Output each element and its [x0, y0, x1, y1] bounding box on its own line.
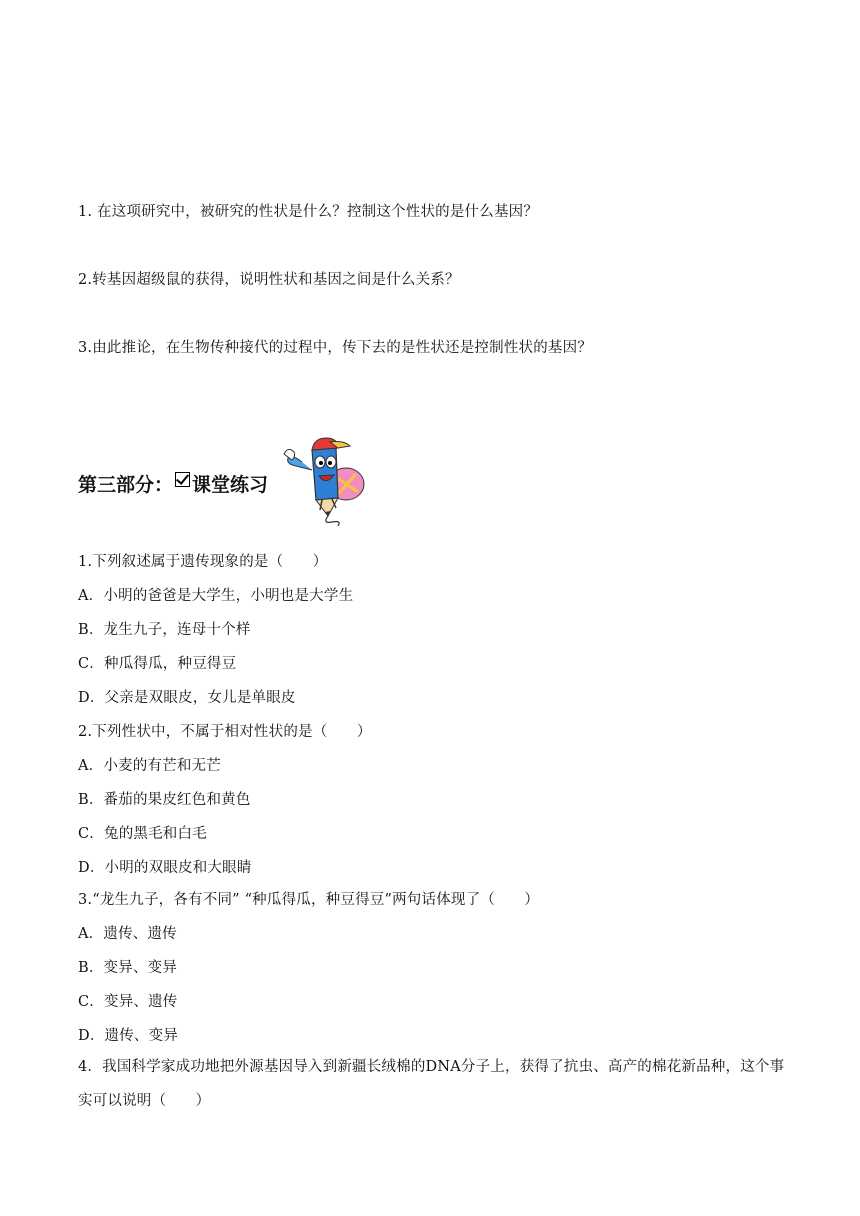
section-title-suffix: 课堂练习: [192, 474, 269, 496]
question-1-option-b: B．龙生九子，连母十个样: [78, 622, 251, 638]
discussion-question-1: 1. 在这项研究中，被研究的性状是什么？控制这个性状的是什么基因？: [78, 204, 539, 220]
question-2-option-c: C．兔的黑毛和白毛: [78, 826, 207, 842]
question-1-stem: 1.下列叙述属于遗传现象的是（ ）: [78, 554, 328, 570]
question-2-stem: 2.下列性状中，不属于相对性状的是（ ）: [78, 724, 372, 740]
question-3-option-a: A．遗传、遗传: [78, 926, 177, 942]
discussion-question-3: 3.由此推论，在生物传种接代的过程中，传下去的是性状还是控制性状的基因？: [78, 340, 593, 356]
discussion-question-2: 2.转基因超级鼠的获得，说明性状和基因之间是什么关系？: [78, 272, 460, 288]
question-3-stem: 3.“龙生九子，各有不同” “种瓜得瓜，种豆得豆”两句话体现了（ ）: [78, 892, 540, 908]
question-1-option-d: D．父亲是双眼皮，女儿是单眼皮: [78, 690, 296, 706]
question-1-option-a: A．小明的爸爸是大学生，小明也是大学生: [78, 588, 354, 604]
section-title: [78, 470, 268, 497]
question-3-option-c: C．变异、遗传: [78, 994, 178, 1010]
question-2-option-d: D．小明的双眼皮和大眼睛: [78, 860, 252, 876]
question-3-option-d: D．遗传、变异: [78, 1028, 179, 1044]
checkbox-icon: [175, 472, 190, 487]
question-4-stem: 4．我国科学家成功地把外源基因导入到新疆长绒棉的DNA分子上，获得了抗虫、高产的棉花新品种，这个事实可以说明（ ）: [78, 1059, 785, 1109]
question-3-option-b: B．变异、变异: [78, 960, 178, 976]
pencil-mascot-icon: [282, 432, 374, 528]
question-2-option-a: A．小麦的有芒和无芒: [78, 758, 221, 774]
section-title-prefix: 第三部分：: [78, 474, 174, 496]
question-1-option-c: C．种瓜得瓜，种豆得豆: [78, 656, 237, 672]
question-2-option-b: B．番茄的果皮红色和黄色: [78, 792, 251, 808]
